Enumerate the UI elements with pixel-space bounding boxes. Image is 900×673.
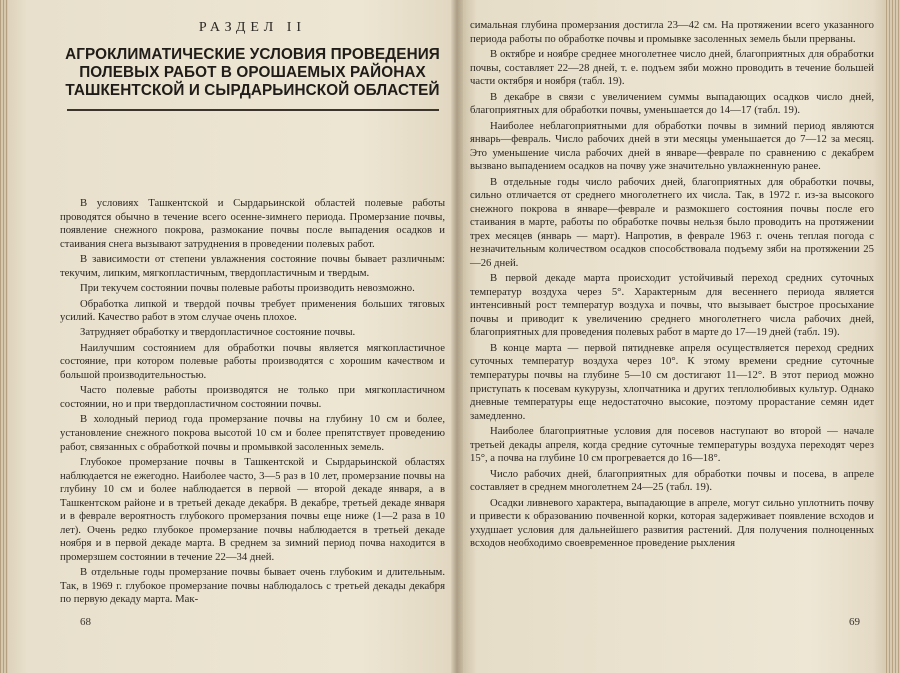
paragraph: Глубокое промерзание почвы в Ташкентской и Сырдарьинской областях наблюдается не ежегодно. Наиболее часто, 3—5 раз в 10 лет, промерзание почвы на глубину 10 см и более наблюдается в первой — второй декаде января, а в Ташкентском районе и в третьей декаде декабря. В декабре, третьей декаде января и в феврале вероятность глубокого промерзания почвы еще ниже (1—2 раза в 10 лет). Очень редко глубокое промерзание почвы наблюдается в третьей декаде ноября и в первой декаде марта. В среднем за зимний период почва находится в промерзшем состоянии в течение 22—34 дней.	[60, 455, 445, 563]
paragraph: Наилучшим состоянием для обработки почвы является мягкопластичное состояние, при котором полевые работы производятся с хорошим качеством и большой производительностью.	[60, 341, 445, 382]
paragraph: Осадки ливневого характера, выпадающие в апреле, могут сильно уплотнить почву и привести к образованию почвенной корки, которая задерживает появление всходов и ухудшает условия для дальнейшего развития растений. Для получения полноценных всходов необходимо своевременное проведение рыхления	[470, 496, 874, 550]
book-gutter	[451, 0, 463, 673]
paragraph: Наиболее неблагоприятными для обработки почвы в зимний период являются январь—февраль. Число рабочих дней в эти месяцы уменьшается до 7—12 за месяц. Это уменьшение числа рабочих дней в январе—феврале по сравнению с декабрем вызвано выпадением осадков на почву уже значительно увлажненную ранее.	[470, 119, 874, 173]
chapter-title	[60, 46, 445, 100]
right-page	[470, 0, 874, 673]
paragraph: Число рабочих дней, благоприятных для обработки почвы и посева, в апреле составляет в среднем многолетнем 24—25 (табл. 19).	[470, 467, 874, 494]
paragraph: В условиях Ташкентской и Сырдарьинской областей полевые работы проводятся обычно в течение всего осенне-зимнего периода. Промерзание почвы, появление снежного покрова, размокание почвы после выпадения осадков и стаивания снега вызывают затруднения в проведении полевых работ.	[60, 197, 445, 250]
section-label: РАЗДЕЛ II	[198, 20, 307, 35]
page-number-left: 68	[80, 616, 91, 628]
paragraph: Наиболее благоприятные условия для посевов наступают во второй — начале третьей декады апреля, когда средние суточные температуры воздуха переходят через 15°, а почва на глубине 10 см прогревается до 16—18°.	[470, 425, 874, 465]
page-edge-right	[886, 0, 900, 673]
paragraph: Часто полевые работы производятся не только при мягкопластичном состоянии, но и при твердопластичном состоянии почвы.	[60, 384, 445, 410]
paragraph: В холодный период года промерзание почвы на глубину 10 см и более, установление снежного покрова высотой 10 см и более препятствует проведению работ, связанных с обработкой почвы и промывкой засоленных земель.	[60, 413, 445, 453]
paragraph: В конце марта — первой пятидневке апреля осуществляется переход средних суточных температур воздуха через 10°. К этому времени средние суточные температуры почвы на глубине 5—10 см достигают 11—12°. В этот период можно приступать к посевам кукурузы, хлопчатника и других теплолюбивых культур. Однако дневные температуры еще недостаточно высокие, поэтому прорастание семян идет замедленно.	[470, 341, 874, 422]
left-page-body	[60, 197, 445, 607]
left-page	[60, 0, 445, 673]
chapter-title-line: ПОЛЕВЫХ РАБОТ В ОРОШАЕМЫХ РАЙОНАХ	[79, 64, 426, 81]
paragraph: В отдельные годы промерзание почвы бывает очень глубоким и длительным. Так, в 1969 г. глубокое промерзание почвы наблюдалось с третьей декады декабря по первую декаду марта. Мак-	[60, 566, 445, 606]
title-rule	[67, 109, 439, 111]
paragraph: В первой декаде марта происходит устойчивый переход средних суточных температур воздуха через 5°. Характерным для весеннего периода является интенсивный рост температур воздуха и почвы, что вызывает быстрое просыхание почвы и приводит к увеличению среднего многолетнего числа рабочих дней, благоприятных для проведения полевых работ в марте до 17—19 дней (табл. 19).	[470, 272, 874, 339]
page-number-right: 69	[849, 616, 860, 628]
paragraph: В октябре и ноябре среднее многолетнее число дней, благоприятных для обработки почвы, составляет 22—28 дней, т. е. подъем зяби можно проводить в течение большей части октября и ноября (табл. 19).	[470, 47, 874, 88]
paragraph: Обработка липкой и твердой почвы требует применения больших тяговых усилий. Качество работ в этом случае очень плохое.	[60, 297, 445, 324]
paragraph: В декабре в связи с увеличением суммы выпадающих осадков число дней, благоприятных для обработки почвы, уменьшается до 14—17 (табл. 19).	[470, 90, 874, 117]
chapter-title-line: ТАШКЕНТСКОЙ И СЫРДАРЬИНСКОЙ ОБЛАСТЕЙ	[65, 82, 440, 99]
paragraph: В отдельные годы число рабочих дней, благоприятных для обработки почвы, сильно отличается от среднего многолетнего их числа. Так, в 1972 г. из-за высокого снежного покрова в январе—феврале и размокшего состояния почвы после его стаивания в марте, работы по обработке почвы нельзя было проводить на протяжении трех месяцев (январь — март). Напротив, в феврале 1963 г. очень теплая погода с незначительным количеством осадков способствовала подъему зяби на протяжении 25—26 дней.	[470, 175, 874, 269]
paragraph: симальная глубина промерзания достигла 23—42 см. На протяжении всего указанного периода работы по обработке почвы и промывке засоленных земель были прерваны.	[470, 19, 874, 45]
paragraph: При текучем состоянии почвы полевые работы производить невозможно.	[80, 282, 415, 295]
page-edge-left	[0, 0, 8, 673]
right-page-body	[470, 19, 874, 551]
paragraph: Затрудняет обработку и твердопластичное состояние почвы.	[80, 326, 356, 339]
chapter-title-line: АГРОКЛИМАТИЧЕСКИЕ УСЛОВИЯ ПРОВЕДЕНИЯ	[65, 46, 440, 63]
paragraph: В зависимости от степени увлажнения состояние почвы бывает различным: текучим, липким, мягкопластичным, твердопластичным и твердым.	[60, 253, 445, 279]
